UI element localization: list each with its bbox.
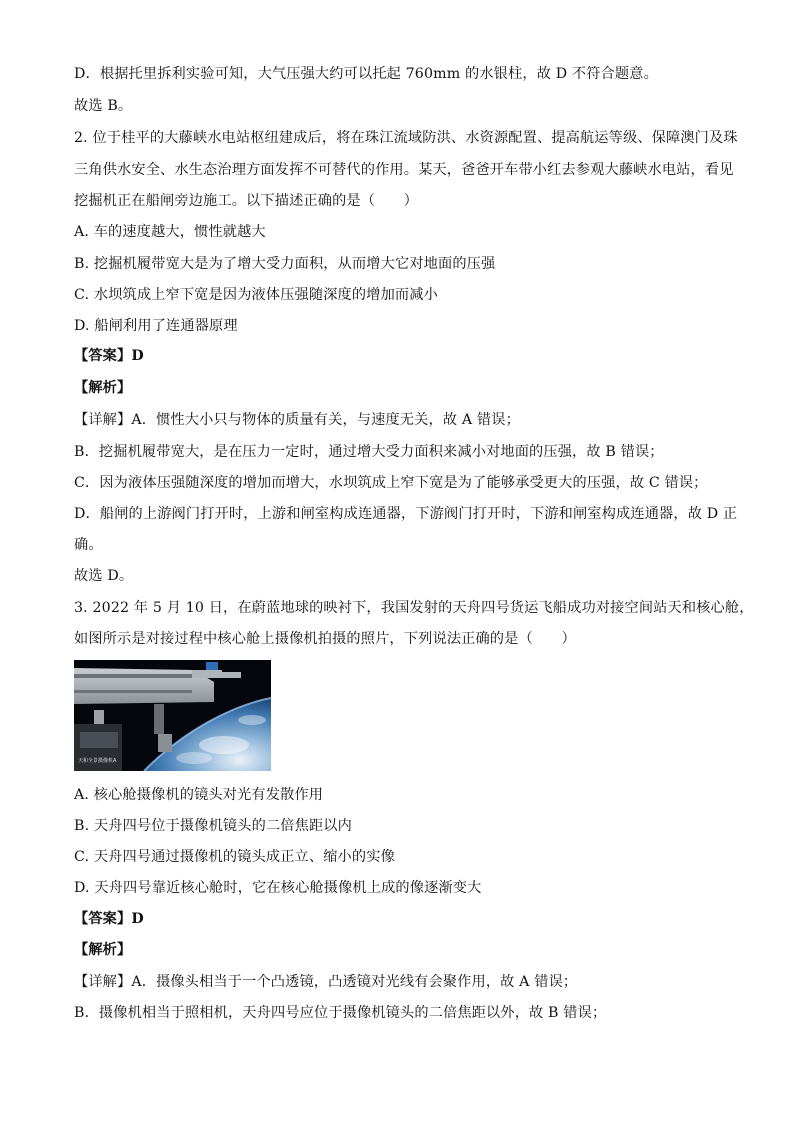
question-3-stem: 3. 2022 年 5 月 10 日，在蔚蓝地球的映衬下，我国发射的天舟四号货运飞船成功对接空间站天和核心舱， xyxy=(74,600,754,616)
text-line: 故选 D。 xyxy=(74,568,134,584)
explanation-line: B．摄像机相当于照相机，天舟四号应位于摄像机镜头的二倍焦距以外，故 B 错误； xyxy=(74,1005,607,1021)
answer-label: 【答案】D xyxy=(74,348,144,364)
explanation-line: 【详解】A．惯性大小只与物体的质量有关，与速度无关，故 A 错误； xyxy=(74,412,520,428)
photo-caption: 天和全景摄像机A xyxy=(78,758,117,764)
explanation-line: 确。 xyxy=(74,537,103,553)
option-b: B. 挖掘机履带宽大是为了增大受力面积，从而增大它对地面的压强 xyxy=(74,256,496,272)
analysis-label: 【解析】 xyxy=(74,942,132,958)
explanation-line: C．因为液体压强随深度的增加而增大，水坝筑成上窄下宽是为了能够承受更大的压强，故 C 错误； xyxy=(74,475,708,491)
option-c: C. 水坝筑成上窄下宽是因为液体压强随深度的增加而减小 xyxy=(74,287,438,303)
docking-photo xyxy=(74,660,271,771)
question-3-stem: 如图所示是对接过程中核心舱上摄像机拍摄的照片，下列说法正确的是（ ） xyxy=(74,631,576,647)
question-2-stem: 2. 位于桂平的大藤峡水电站枢纽建成后，将在珠江流域防洪、水资源配置、提高航运等级、保障澳门及珠 xyxy=(74,130,738,146)
text-line: 故选 B。 xyxy=(74,98,133,114)
option-a: A. 车的速度越大，惯性就越大 xyxy=(74,224,266,240)
docking-photo-image xyxy=(74,660,271,771)
analysis-label: 【解析】 xyxy=(74,380,132,396)
option-d: D. 船闸利用了连通器原理 xyxy=(74,318,238,334)
question-2-stem: 挖掘机正在船闸旁边施工。以下描述正确的是（ ） xyxy=(74,193,419,209)
option-d: D. 天舟四号靠近核心舱时，它在核心舱摄像机上成的像逐渐变大 xyxy=(74,880,482,896)
explanation-line: D．船闸的上游阀门打开时，上游和闸室构成连通器，下游阀门打开时，下游和闸室构成连通器，故 D 正 xyxy=(74,506,738,522)
text-line: D．根据托里拆利实验可知，大气压强大约可以托起 760mm 的水银柱，故 D 不符合题意。 xyxy=(74,66,658,82)
answer-label: 【答案】D xyxy=(74,911,144,927)
option-c: C. 天舟四号通过摄像机的镜头成正立、缩小的实像 xyxy=(74,849,395,865)
option-b: B. 天舟四号位于摄像机镜头的二倍焦距以内 xyxy=(74,818,352,834)
explanation-line: 【详解】A．摄像头相当于一个凸透镜，凸透镜对光线有会聚作用，故 A 错误； xyxy=(74,974,578,990)
explanation-line: B．挖掘机履带宽大，是在压力一定时，通过增大受力面积来减小对地面的压强，故 B 错误； xyxy=(74,444,664,460)
option-a: A. 核心舱摄像机的镜头对光有发散作用 xyxy=(74,787,324,803)
question-2-stem: 三角供水安全、水生态治理方面发挥不可替代的作用。某天，爸爸开车带小红去参观大藤峡水电站，看见 xyxy=(74,162,734,178)
